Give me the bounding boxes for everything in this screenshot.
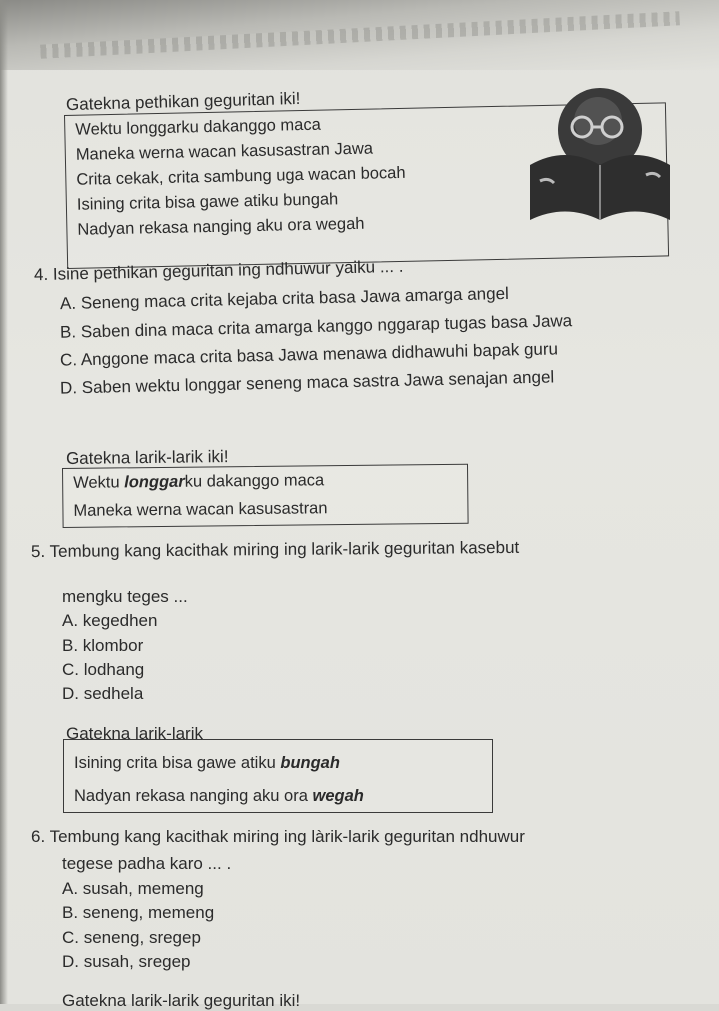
- q6-option-c[interactable]: C. seneng, sregep: [62, 928, 201, 947]
- page-edge-shadow: [0, 0, 8, 1004]
- q4-question: 4. Isine pethikan geguritan ing ndhuwur yaiku ... .: [33, 256, 404, 285]
- poem-line-4: Isining crita bisa gawe atiku bungah: [76, 190, 339, 214]
- box2-line-2: Maneka werna wacan kasusastran: [73, 499, 328, 520]
- box3-line-1: Isining crita bisa gawe atiku bungah: [74, 754, 340, 772]
- q5-option-b[interactable]: B. klombor: [62, 636, 144, 655]
- q5-option-d[interactable]: D. sedhela: [62, 684, 144, 703]
- q5-option-a[interactable]: A. kegedhen: [62, 611, 158, 630]
- poem-line-2: Maneka werna wacan kasusastran Jawa: [75, 139, 374, 164]
- q6-question-line-2: tegese padha karo ... .: [62, 854, 232, 873]
- q6-option-a[interactable]: A. susah, memeng: [62, 879, 204, 898]
- q4-option-d[interactable]: D. Saben wektu longgar seneng maca sastra Jawa senajan angel: [59, 367, 555, 398]
- q6-question-line-1: 6. Tembung kang kacithak miring ing làrik-larik geguritan ndhuwur: [31, 827, 525, 846]
- section3-instruction: Gatekna larik-larik: [66, 724, 203, 743]
- q5-question-line-2: mengku teges ...: [62, 587, 188, 606]
- reading-character-illustration: [520, 85, 680, 235]
- poem-line-3: Crita cekak, crita sambung uga wacan bocah: [76, 163, 406, 189]
- q4-option-a[interactable]: A. Seneng maca crita kejaba crita basa Jawa amarga angel: [59, 283, 510, 314]
- footer-instruction: Gatekna larik-larik geguritan iki!: [62, 991, 301, 1010]
- box3-line-2: Nadyan rekasa nanging aku ora wegah: [74, 787, 364, 805]
- q6-option-b[interactable]: B. seneng, memeng: [62, 903, 215, 922]
- section2-instruction: Gatekna larik-larik iki!: [65, 447, 229, 468]
- lines-box-3: [63, 739, 493, 813]
- lines-box-2: [62, 464, 469, 528]
- q4-option-b[interactable]: B. Saben dina maca crita amarga kanggo nggarap tugas basa Jawa: [59, 311, 573, 342]
- section1-instruction: Gatekna pethikan geguritan iki!: [65, 88, 301, 115]
- poem-line-5: Nadyan rekasa nanging aku ora wegah: [77, 214, 365, 239]
- q5-question-line-1: 5. Tembung kang kacithak miring ing larik-larik geguritan kasebut: [30, 537, 520, 562]
- box2-line-1: Wektu longgarku dakanggo maca: [73, 471, 325, 492]
- q4-option-c[interactable]: C. Anggone maca crita basa Jawa menawa didhawuhi bapak guru: [59, 339, 559, 370]
- q5-option-c[interactable]: C. lodhang: [62, 660, 145, 679]
- q6-option-d[interactable]: D. susah, sregep: [62, 952, 191, 971]
- poem-line-1: Wektu longgarku dakanggo maca: [75, 115, 321, 139]
